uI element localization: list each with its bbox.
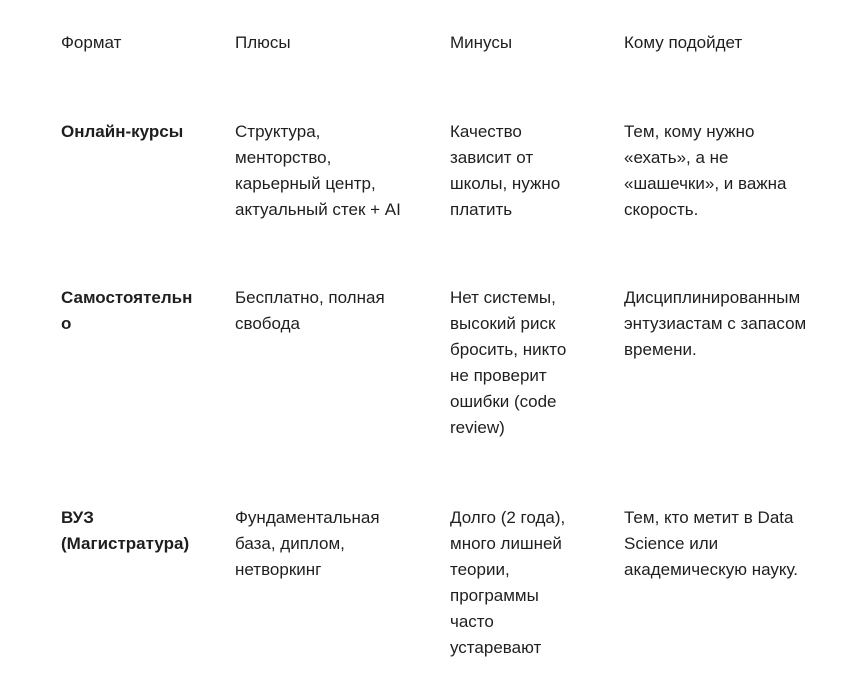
format-cell: Онлайн-курсы [61,122,184,141]
header-pros: Плюсы [235,33,291,52]
cell-line: платить [450,200,513,219]
who-cell [624,505,849,583]
cell-line: «шашечки», и важна [624,174,787,193]
cell-line: свобода [235,314,300,333]
header-who: Кому подойдет [624,33,743,52]
cell-line: времени. [624,340,697,359]
who-cell [624,285,849,363]
cell-line: много лишней [450,534,562,553]
cell-line: Долго (2 года), [450,508,566,527]
cell-line: актуальный стек + AI [235,200,401,219]
format-cell [61,285,221,337]
cell-line: устаревают [450,638,542,657]
cell-line: Тем, кто метит в Data [624,508,794,527]
cell-line: Дисциплинированным [624,288,801,307]
header-format: Формат [61,33,122,52]
cell-line: Тем, кому нужно [624,122,755,141]
cell-line: скорость. [624,200,699,219]
cell-line: база, диплом, [235,534,345,553]
cell-line: теории, [450,560,510,579]
cell-line: ВУЗ [61,508,94,527]
cell-line: о [61,314,72,333]
cons-cell [450,505,600,661]
format-cell [61,505,221,557]
cell-line: менторство, [235,148,332,167]
cell-line: (Магистратура) [61,534,190,553]
cell-line: «ехать», а не [624,148,729,167]
cell-line: ошибки (code [450,392,557,411]
header-cons: Минусы [450,33,513,52]
pros-cell [235,119,435,223]
cons-cell [450,285,600,441]
cell-line: не проверит [450,366,547,385]
cell-line: часто [450,612,494,631]
cell-line: зависит от [450,148,534,167]
cell-line: Нет системы, [450,288,556,307]
who-cell [624,119,849,223]
cell-line: бросить, никто [450,340,567,359]
cell-line: Структура, [235,122,321,141]
cell-line: школы, нужно [450,174,561,193]
pros-cell [235,505,435,583]
cell-line: Самостоятельн [61,288,193,307]
cell-line: Качество [450,122,522,141]
cell-line: академическую науку. [624,560,798,579]
cell-line: программы [450,586,539,605]
cell-line: энтузиастам с запасом [624,314,807,333]
cell-line: Фундаментальная [235,508,380,527]
cell-line: нетворкинг [235,560,322,579]
cell-line: Science или [624,534,719,553]
cell-line: высокий риск [450,314,556,333]
pros-cell [235,285,435,337]
cell-line: Бесплатно, полная [235,288,385,307]
cell-line: карьерный центр, [235,174,376,193]
cell-line: review) [450,418,505,437]
cons-cell [450,119,600,223]
